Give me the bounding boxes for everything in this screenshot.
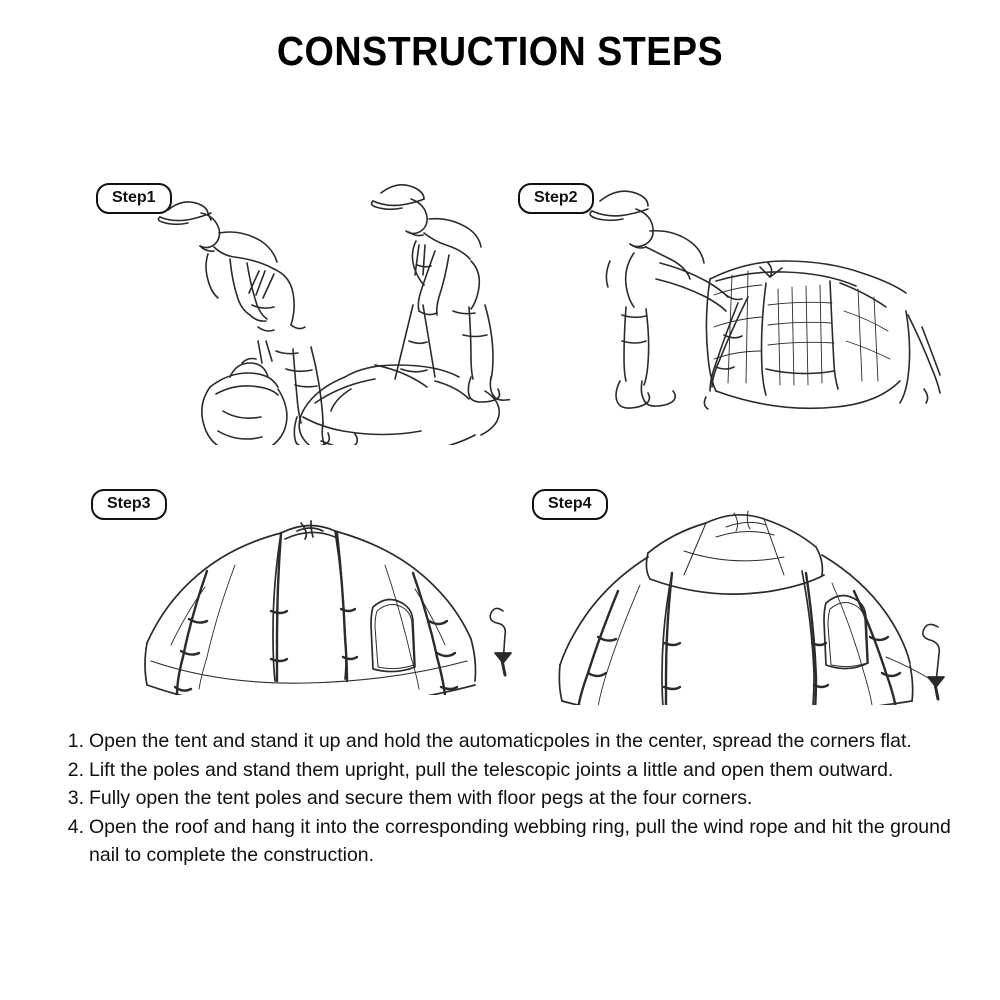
list-item	[58, 785, 958, 813]
step-3-badge: Step3	[91, 489, 167, 520]
instructions-list	[58, 728, 958, 869]
page-title: CONSTRUCTION STEPS	[276, 28, 724, 74]
step-2-badge: Step2	[518, 183, 594, 214]
list-item-text: Lift the poles and stand them upright, pull the telescopic joints a little and open them outward.	[89, 758, 894, 781]
list-item-number: 4.	[67, 816, 84, 839]
instructions-list-container	[58, 728, 958, 870]
step-1-badge: Step1	[96, 183, 172, 214]
step-4-illustration	[520, 405, 980, 705]
list-item	[58, 757, 958, 785]
step-panel-1	[90, 155, 510, 445]
step-3-illustration	[85, 405, 525, 695]
step-panel-2	[510, 155, 980, 445]
list-item-text: Fully open the tent poles and secure them with floor pegs at the four corners.	[89, 787, 753, 810]
list-item-number: 2.	[67, 758, 84, 781]
step-panel-3	[85, 405, 525, 695]
steps-illustrations-area	[0, 75, 1000, 685]
list-item	[58, 728, 958, 756]
list-item-text: Open the roof and hang it into the corresponding webbing ring, pull the wind rope and hit the ground nail to complete the construction.	[89, 816, 951, 866]
list-item	[58, 814, 958, 869]
list-item-text: Open the tent and stand it up and hold the automaticpoles in the center, spread the corners flat.	[89, 730, 912, 752]
list-item-number: 3.	[67, 787, 84, 810]
step-4-badge: Step4	[532, 489, 608, 520]
step-panel-4	[520, 405, 980, 705]
list-item-number: 1.	[67, 730, 84, 752]
